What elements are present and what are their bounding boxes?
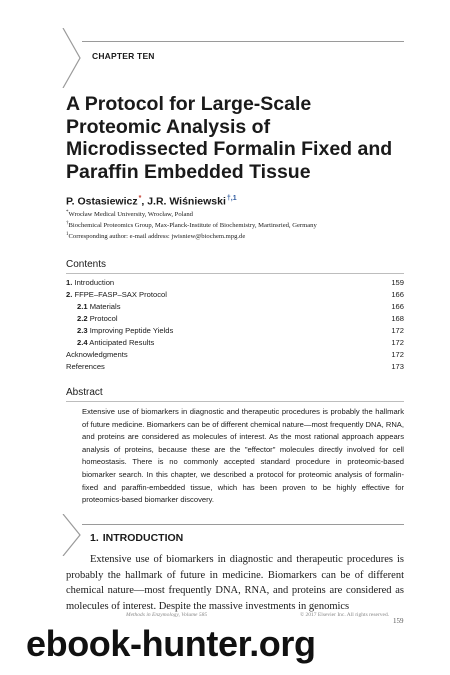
author-name: P. Ostasiewicz	[66, 195, 138, 208]
abstract-text: Extensive use of biomarkers in diagnostic and therapeutic procedures is probably the hallmark of future medicine. Biomarkers can be of different chemical nature—most frequently DNA, RNA, and proteins are considered as molecules of interest. As the most rational approach appears analysis of proteins, because these are the "effector" molecules directly involved for cell homeostasis. There is no commonly accepted standard procedure in proteomic-based biomarker search. In this chapter, we described a protocol for proteomic analysis of formalin-fixed and paraffin-embedded tissue, which has been proven to be highly effective for proteomics-based biomarker discovery.	[82, 407, 404, 505]
affiliation-line: †Biochemical Proteomics Group, Max-Planck-Institute of Biochemistry, Martinsried, Germany	[66, 220, 317, 230]
chapter-divider	[82, 41, 404, 42]
section-divider	[82, 524, 404, 525]
section-number: 1.	[90, 532, 99, 544]
page-number: 159	[393, 617, 404, 625]
watermark-text: ebook-hunter.org	[26, 623, 316, 664]
toc-entry-protocol-steps[interactable]: 2.2 Protocol 168	[77, 314, 404, 323]
section-chevron-icon	[62, 514, 82, 556]
chapter-label: CHAPTER TEN	[92, 51, 155, 61]
contents-divider	[66, 273, 404, 274]
introduction-text: Extensive use of biomarkers in diagnostic and therapeutic procedures is probably the hallmark of future in medicine. Biomarkers can be of different chemical nature—most frequently DNA, RNA, and proteins are considered as molecules of interest. Despite the massive investments in genomics	[66, 554, 404, 612]
chapter-chevron-icon	[62, 28, 82, 88]
author-mark[interactable]: *	[138, 195, 142, 202]
toc-entry-introduction[interactable]: 1. Introduction 159	[66, 278, 404, 287]
footer-journal: Methods in Enzymology, Volume 585	[126, 612, 208, 618]
toc-entry-protocol[interactable]: 2. FFPE–FASP–SAX Protocol 166	[66, 290, 404, 299]
contents-heading: Contents	[66, 259, 107, 270]
chapter-title: A Protocol for Large-Scale Proteomic Analysis of Microdissected Formalin Fixed and Paraffin Embedded Tissue	[66, 93, 393, 183]
affiliation-line: $^1$Corresponding author: e-mail address: jwisniew@biochem.mpg.de	[66, 231, 246, 240]
section-title: INTRODUCTION	[102, 532, 184, 544]
abstract-heading: Abstract	[66, 387, 103, 398]
affiliation-line: *Wrocław Medical University, Wrocław, Poland	[66, 210, 193, 219]
author-name: J.R. Wiśniewski	[147, 195, 226, 208]
footer-publisher: © 2017 Elsevier Inc. All rights reserved.	[300, 612, 390, 618]
section-heading	[90, 532, 183, 544]
toc-entry-acknowledgments[interactable]: Acknowledgments 172	[66, 350, 404, 359]
toc-entry-materials[interactable]: 2.1 Materials 166	[77, 302, 404, 311]
affiliations	[66, 209, 317, 242]
toc-entry-references[interactable]: References 173	[66, 362, 404, 371]
toc-entry-anticipated-results[interactable]: 2.4 Anticipated Results 172	[77, 338, 404, 347]
author-line: P. Ostasiewicz*, J.R. Wiśniewski$^{\dagger,1}$	[66, 195, 237, 208]
author-mark[interactable]: †,1	[226, 195, 237, 202]
table-of-contents	[66, 277, 404, 373]
toc-entry-peptide-yields[interactable]: 2.3 Improving Peptide Yields 172	[77, 326, 404, 335]
abstract-divider	[66, 401, 404, 402]
